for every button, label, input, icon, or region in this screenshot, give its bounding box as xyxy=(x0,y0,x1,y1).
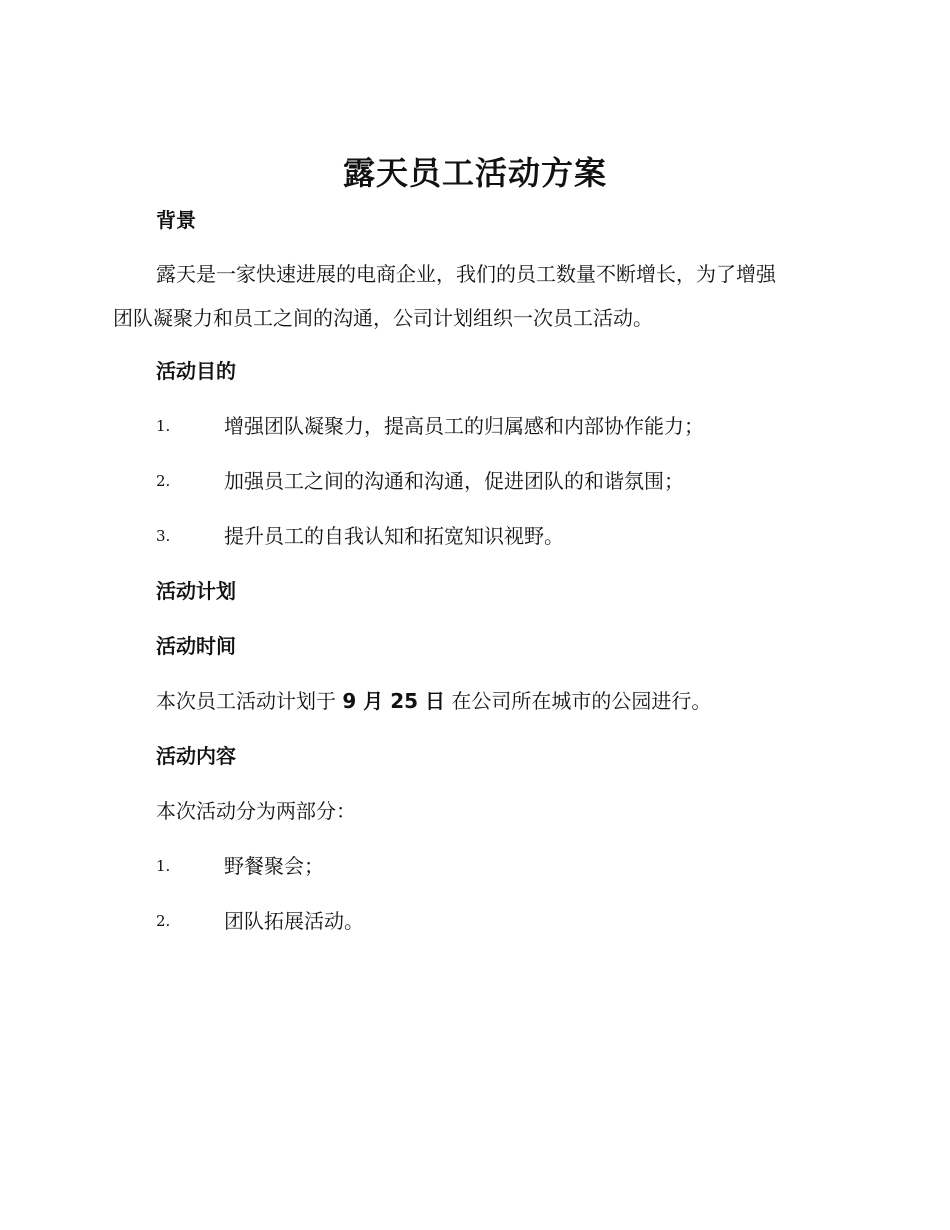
purpose-list-item xyxy=(156,521,856,551)
list-number: 2. xyxy=(156,912,171,930)
time-paragraph xyxy=(156,686,711,716)
list-text: 加强员工之间的沟通和沟通，促进团队的和谐氛围； xyxy=(224,469,684,493)
purpose-list-item xyxy=(156,466,856,496)
list-number: 1. xyxy=(156,857,171,875)
background-paragraph-line-1: 露天是一家快速进展的电商企业，我们的员工数量不断增长，为了增强 xyxy=(156,262,776,286)
content-intro: 本次活动分为两部分： xyxy=(156,799,356,823)
list-text: 提升员工的自我认知和拓宽知识视野。 xyxy=(224,524,564,548)
event-date: 9 月 25 日 xyxy=(342,689,445,713)
heading-plan: 活动计划 xyxy=(156,579,236,603)
content-list-item xyxy=(156,906,856,936)
purpose-list-item xyxy=(156,411,856,441)
background-paragraph-line-2: 团队凝聚力和员工之间的沟通，公司计划组织一次员工活动。 xyxy=(113,306,653,330)
content-list-item xyxy=(156,851,856,881)
list-text: 增强团队凝聚力，提高员工的归属感和内部协作能力； xyxy=(224,414,704,438)
list-number: 3. xyxy=(156,527,171,545)
list-number: 1. xyxy=(156,417,171,435)
list-number: 2. xyxy=(156,472,171,490)
heading-background: 背景 xyxy=(156,208,196,232)
heading-content: 活动内容 xyxy=(156,744,236,768)
heading-time: 活动时间 xyxy=(156,634,236,658)
document-title: 露天员工活动方案 xyxy=(342,154,607,192)
time-prefix: 本次员工活动计划于 xyxy=(156,689,343,713)
heading-purpose: 活动目的 xyxy=(156,359,236,383)
list-text: 野餐聚会； xyxy=(224,854,324,878)
list-text: 团队拓展活动。 xyxy=(224,909,364,933)
time-suffix: 在公司所在城市的公园进行。 xyxy=(445,689,712,713)
